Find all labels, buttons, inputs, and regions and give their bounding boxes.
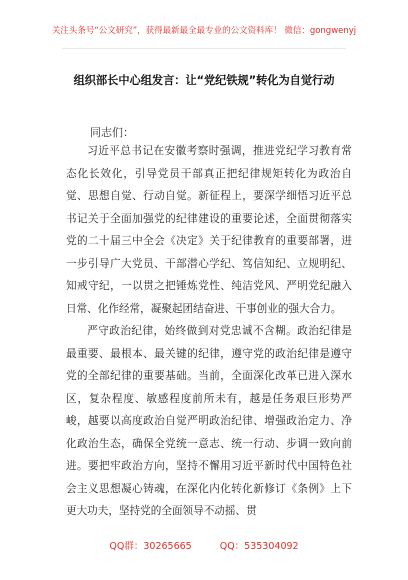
banner-divider bbox=[62, 48, 346, 49]
footer-contact bbox=[0, 538, 408, 552]
banner-promo-text: 关注头条号“公文研究”，获得最新最全最专业的公文资料库！ 微信：gongwenyj bbox=[51, 26, 357, 36]
footer-qq-number: QQ：535304092 bbox=[219, 541, 299, 552]
paragraph-2: 严守政治纪律，始终做到对党忠诚不含糊。政治纪律是最重要、最根本、最关键的纪律，遵守党的政治纪律是遵守党的全部纪律的重要基础。当前，全面深化改革已进入深水区，复杂程度、敏感程度前所未有，越是任务艰巨形势严峻，越要以高度政治自觉严明政治纪律、增强政治定力、净化政治生态，确保全党统一意志、统一行动、步调一致向前进。要把牢政治方向，坚持不懈用习近平新时代中国特色社会主义思想凝心铸魂，在深化内化转化新修订《条例》上下更大功夫，坚持党的全面领导不动摇、贯 bbox=[66, 325, 352, 517]
document-title: 组织部长中心组发言：让“党纪铁规”转化为自觉行动 bbox=[73, 74, 335, 87]
paragraph-1: 习近平总书记在安徽考察时强调，推进党纪学习教育常态化长效化，引导党员干部真正把纪律规矩转化为政治自觉、思想自觉、行动自觉。新征程上，要深学细悟习近平总书记关于全面加强党的纪律建设的重要论述，全面贯彻落实党的二十届三中全会《决定》关于纪律教育的重要部署，进一步引导广大党员、干部潜心学纪、笃信知纪、立规明纪、知戒守纪，一以贯之把锤炼党性、纯洁党风、严明党纪融入日常、化作经常，凝聚起团结奋进、干事创业的强大合力。 bbox=[66, 145, 352, 315]
footer-qq-group: QQ群：30265665 bbox=[109, 541, 192, 552]
document-body bbox=[66, 140, 352, 523]
salutation: 同志们： bbox=[90, 126, 134, 139]
header-banner bbox=[0, 0, 408, 72]
